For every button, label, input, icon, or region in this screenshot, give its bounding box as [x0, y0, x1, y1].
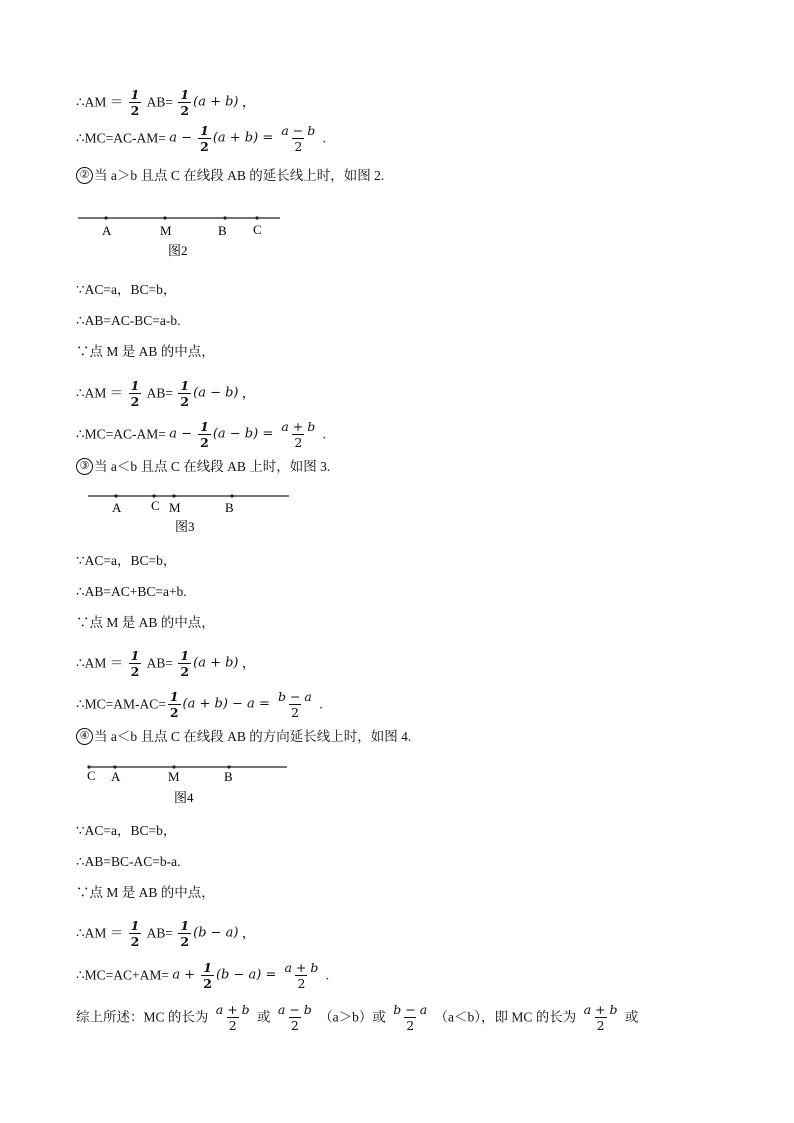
am-label: ∴AM ＝ [76, 94, 124, 110]
fraction-b-minus-a: $\frac{b - a}{2}$ [277, 689, 312, 720]
fraction-a-minus-b: $\frac{a - b}{2}$ [281, 123, 316, 154]
expr: (a + b) [212, 130, 259, 146]
punct: ， [241, 94, 256, 110]
summary-text: （a＞b）或 [319, 1009, 390, 1025]
case-number: ③ [76, 458, 93, 475]
expr: a + [172, 967, 200, 983]
figure-caption: 图2 [168, 243, 188, 258]
ab-derivation-line: ∴AB=BC-AC=b-a. [76, 853, 181, 869]
fraction-a-plus-b: $\frac{a + b}{2}$ [281, 419, 316, 450]
punct: . [319, 426, 326, 442]
point-label: M [169, 500, 181, 515]
ab-derivation-line: ∴AB=AC+BC=a+b. [76, 583, 187, 599]
ab-label: AB= [146, 94, 174, 110]
fraction-half: $\frac{1}{2}$ [180, 378, 190, 409]
equals: = [254, 696, 274, 712]
equals: = [258, 426, 278, 442]
summary-text: 或 [257, 1009, 274, 1025]
am-half-ab-diff-line [76, 379, 255, 408]
mc-label: ∴MC=AC+AM= [76, 967, 173, 983]
point-label: B [225, 500, 234, 515]
fraction-a-plus-b: $\frac{a + b}{2}$ [583, 1002, 618, 1033]
mc-label: ∴MC=AM-AC= [76, 696, 166, 712]
expr: (a − b) [212, 426, 259, 442]
mc-result-line-1 [76, 124, 326, 153]
ab-label: AB= [146, 385, 174, 401]
equals: = [258, 130, 278, 146]
punct: . [319, 130, 326, 146]
midpoint-line: ∵点 M 是 AB 的中点， [76, 614, 215, 630]
summary-text: 或 [624, 1009, 639, 1025]
fraction-half: $\frac{1}{2}$ [130, 378, 140, 409]
mc-result-line-2 [76, 420, 326, 449]
midpoint-line: ∵点 M 是 AB 的中点， [76, 343, 215, 359]
fraction-a-plus-b: $\frac{a + b}{2}$ [284, 960, 319, 991]
fraction-half: $\frac{1}{2}$ [200, 123, 209, 154]
fraction-half: $\frac{1}{2}$ [130, 918, 140, 949]
fraction-half: $\frac{1}{2}$ [169, 689, 179, 720]
case-text: 当 a＞b 且点 C 在线段 AB 的延长线上时，如图 2. [94, 167, 385, 183]
case-text: 当 a＜b 且点 C 在线段 AB 的方向延长线上时，如图 4. [94, 728, 412, 744]
given-line: ∵AC=a，BC=b， [76, 822, 177, 838]
am-half-ab-sum-line [76, 649, 255, 678]
case-number: ④ [76, 728, 93, 745]
point-label: M [168, 769, 180, 784]
point-label: A [112, 500, 122, 515]
expr: (a + b) [193, 655, 239, 671]
expr: (a + b) − a [182, 696, 255, 712]
given-line: ∵AC=a，BC=b， [76, 281, 177, 297]
point-label: M [160, 223, 172, 238]
fraction-half: $\frac{1}{2}$ [130, 648, 140, 679]
punct: ， [241, 655, 256, 671]
figure-2 [76, 210, 286, 260]
point-label: A [111, 769, 121, 784]
fraction-half: $\frac{1}{2}$ [180, 648, 190, 679]
ab-derivation-line: ∴AB=AC-BC=a-b. [76, 312, 181, 328]
fraction-half: $\frac{1}{2}$ [180, 87, 190, 118]
point-label: B [224, 769, 233, 784]
figure-caption: 图3 [175, 519, 195, 534]
given-line: ∵AC=a，BC=b， [76, 552, 177, 568]
fraction-half: $\frac{1}{2}$ [200, 419, 209, 450]
punct: ， [241, 385, 256, 401]
point-label: B [218, 223, 227, 238]
expr: (a − b) [193, 385, 239, 401]
case-3-heading [76, 457, 330, 476]
case-2-heading [76, 166, 384, 185]
case-text: 当 a＜b 且点 C 在线段 AB 上时，如图 3. [94, 458, 331, 474]
summary-text: 综上所述：MC 的长为 [76, 1009, 212, 1025]
figure-3 [86, 488, 296, 538]
punct: . [315, 696, 323, 712]
am-label: ∴AM ＝ [76, 385, 124, 401]
expr: (b − a) [193, 925, 239, 941]
point-label: C [87, 768, 96, 783]
fraction-half: $\frac{1}{2}$ [130, 87, 140, 118]
fraction-a-plus-b: $\frac{a + b}{2}$ [215, 1002, 250, 1033]
case-number: ② [76, 167, 93, 184]
punct: . [322, 967, 330, 983]
am-label: ∴AM ＝ [76, 655, 124, 671]
figure-4 [86, 759, 296, 809]
mc-result-line-4 [76, 961, 329, 990]
summary-text: （a＜b），即 MC 的长为 [434, 1009, 580, 1025]
punct: ， [241, 925, 256, 941]
expr: (b − a) [215, 967, 262, 983]
case-4-heading [76, 727, 411, 746]
ab-label: AB= [146, 655, 174, 671]
midpoint-line: ∵点 M 是 AB 的中点， [76, 884, 215, 900]
equals: = [261, 967, 281, 983]
point-label: C [253, 222, 262, 237]
fraction-a-minus-b: $\frac{a - b}{2}$ [277, 1002, 312, 1033]
mc-label: ∴MC=AC-AM= [76, 130, 170, 146]
mc-label: ∴MC=AC-AM= [76, 426, 170, 442]
am-half-ab-line [76, 919, 255, 948]
fraction-half: $\frac{1}{2}$ [203, 960, 212, 991]
summary-line [76, 1003, 638, 1032]
point-label: C [151, 498, 160, 513]
ab-label: AB= [146, 925, 174, 941]
am-label: ∴AM ＝ [76, 925, 124, 941]
expr: a − [169, 426, 197, 442]
figure-caption: 图4 [174, 790, 194, 805]
mc-result-line-3 [76, 690, 323, 719]
expr: a − [169, 130, 197, 146]
fraction-b-minus-a: $\frac{b - a}{2}$ [393, 1002, 428, 1033]
am-half-ab-sum-line [76, 88, 255, 117]
expr: (a + b) [193, 94, 239, 110]
fraction-half: $\frac{1}{2}$ [180, 918, 190, 949]
point-label: A [102, 223, 112, 238]
